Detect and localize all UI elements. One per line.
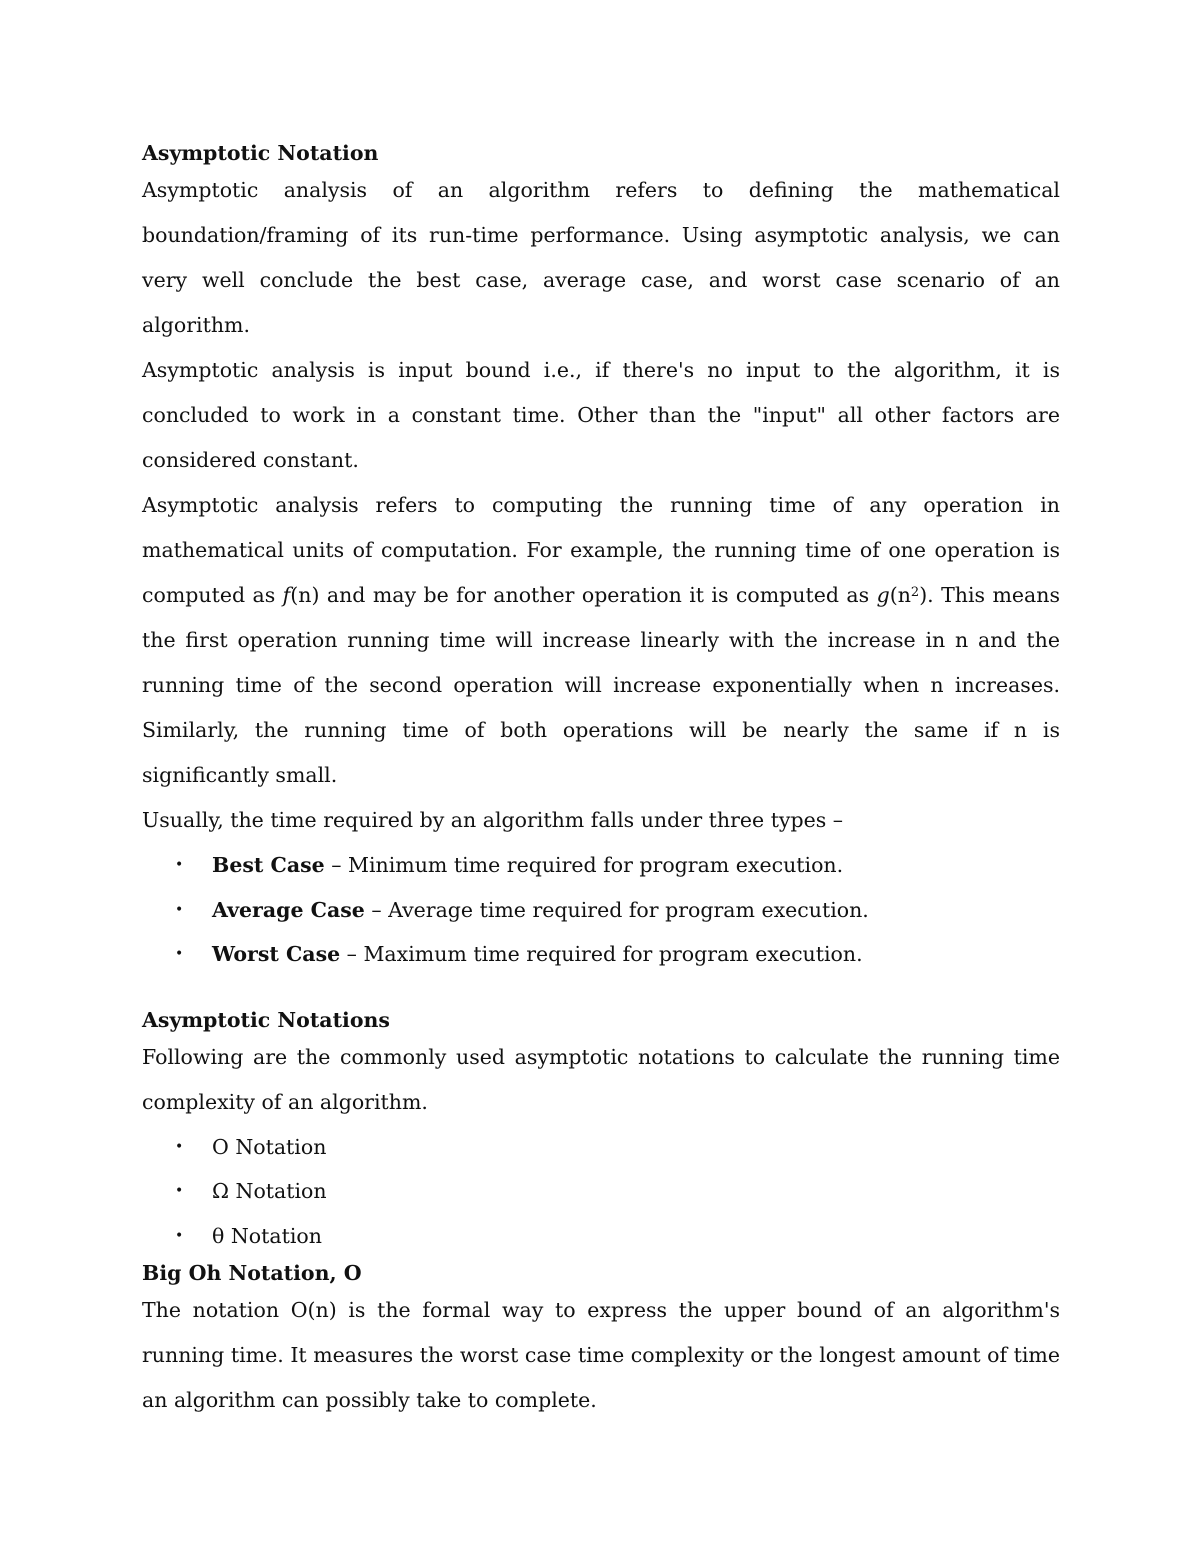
bullet-icon: • (175, 946, 184, 962)
case-list (142, 843, 1060, 977)
paragraph-big-oh: The notation Ο(n) is the formal way to express the upper bound of an algorithm's running time. It measures the worst case time complexity or the longest amount of time an algorithm can possibly take to complete. (142, 1298, 1060, 1412)
list-item-worst-case (142, 932, 1060, 977)
bullet-icon: • (175, 857, 184, 873)
list-item-big-o (142, 1125, 1060, 1170)
term-label: Best Case (212, 853, 325, 877)
list-item-omega (142, 1169, 1060, 1214)
list-item-average-case (142, 888, 1060, 933)
text-run: (n) and may be for another operation it is computed as (290, 583, 877, 607)
spacer (142, 977, 1060, 1005)
notation-label: θ Notation (212, 1223, 322, 1248)
bullet-icon: • (175, 1138, 184, 1155)
document-page (142, 138, 1060, 1423)
text-run: Asymptotic analysis refers to computing the running time of any operation in mathematical units of computation. For example, the running time of one operation is computed as (142, 493, 1060, 607)
bullet-icon: • (175, 901, 184, 918)
term-description: – Average time required for program execution. (364, 897, 869, 922)
paragraph-three-types: Usually, the time required by an algorithm falls under three types – (142, 808, 844, 832)
math-f: f (282, 583, 291, 607)
math-g: g (876, 583, 890, 607)
superscript: 2 (910, 585, 920, 600)
text-run: ). This means the first operation running time will increase linearly with the increase in n and the running time of the second operation will increase exponentially when n increases. Similarly, the running time of both operations will be nearly the same if n is significantly small. (142, 583, 1060, 787)
paragraph-input-bound: Asymptotic analysis is input bound i.e., if there's no input to the algorithm, it is concluded to work in a constant time. Other than the "input" all other factors are considered constant. (142, 358, 1060, 472)
list-item-best-case (142, 843, 1060, 888)
section-heading-asymptotic-notations: Asymptotic Notations (142, 1007, 390, 1032)
section-heading-big-oh: Big Oh Notation, Ο (142, 1261, 362, 1285)
notation-label: Ω Notation (212, 1179, 327, 1203)
section-heading-asymptotic-notation: Asymptotic Notation (142, 141, 379, 165)
bullet-icon: • (175, 1183, 184, 1199)
term-description: – Minimum time required for program execution. (324, 853, 844, 877)
bullet-icon: • (175, 1227, 184, 1244)
paragraph-notations-intro: Following are the commonly used asymptotic notations to calculate the running time complexity of an algorithm. (142, 1044, 1060, 1114)
term-label: Average Case (212, 897, 365, 922)
list-item-theta (142, 1214, 1060, 1259)
paragraph-definition: Asymptotic analysis of an algorithm refers to defining the mathematical boundation/framing of its run-time performance. Using asymptotic analysis, we can very well conclude the best case, average case, and worst case scenario of an algorithm. (142, 178, 1060, 337)
term-description: – Maximum time required for program execution. (340, 942, 863, 966)
notation-list (142, 1125, 1060, 1259)
notation-label: Ο Notation (212, 1134, 327, 1159)
paragraph-running-time (142, 483, 1060, 798)
text-run: (n (889, 583, 911, 607)
term-label: Worst Case (212, 942, 341, 966)
